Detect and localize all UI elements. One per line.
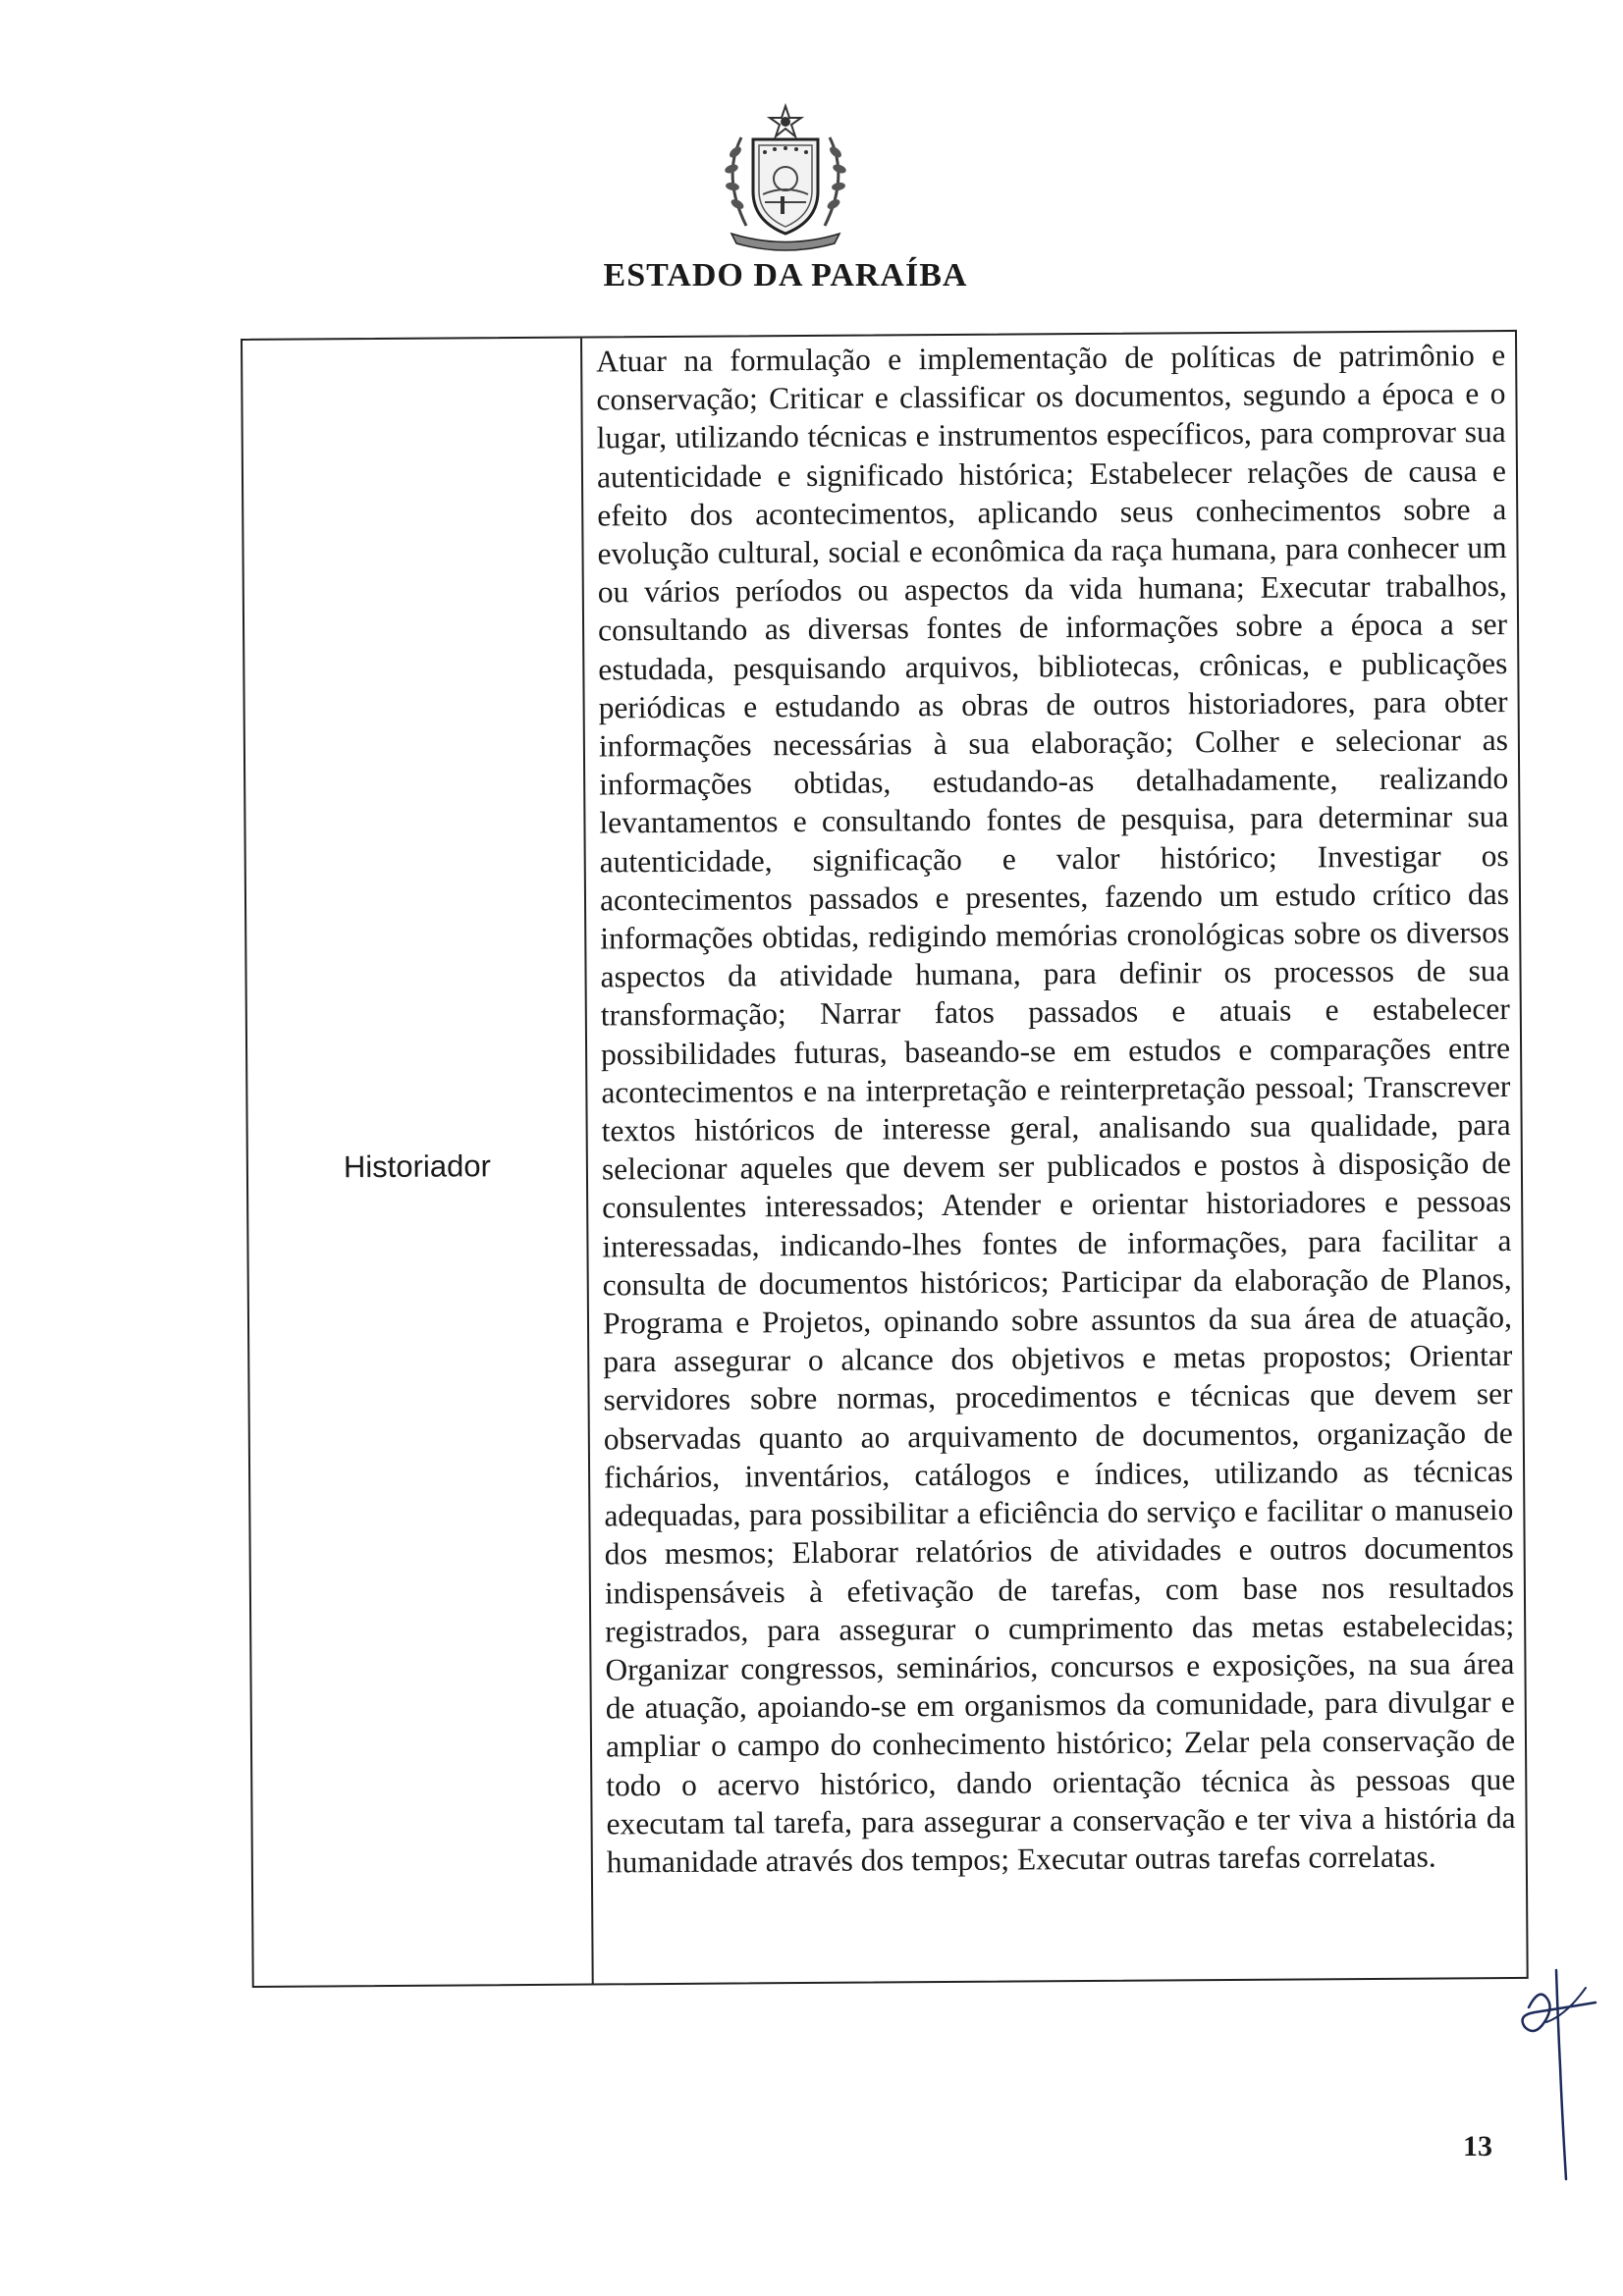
role-description: Atuar na formulação e implementação de políticas de patrimônio e conservação; Criticar e classificar os documentos, segundo a época e o lugar, utilizando técnicas e instrumentos específicos, para comprovar sua autenticidade e significado histórica; Estabelecer relações de causa e efeito dos acontecimentos, aplicando seus conhecimentos sobre a evolução cultural, social e econômica da raça humana, para conhecer um ou vários períodos ou aspectos da vida humana; Executar trabalhos, consultando as diversas fontes de informações sobre a época a ser estudada, pesquisando arquivos, bibliotecas, crônicas, e publicações periódicas e estudando as obras de outros historiadores, para obter informações necessárias à sua elaboração; Colher e selecionar as informações obtidas, estudando-as detalhadamente, realizando levantamentos e consultando fontes de pesquisa, para determinar sua autenticidade, significação e valor histórico; Investigar os acontecimentos passados e presentes, fazendo um estudo crítico das informações obtidas, redigindo memórias cronológicas sobre os diversos aspectos da atividade humana, para definir os processos de sua transformação; Narrar fatos passados e atuais e estabelecer possibilidades futuras, baseando-se em estudos e comparações entre acontecimentos e na interpretação e reinterpretação pessoal; Transcrever textos históricos de interesse geral, analisando sua qualidade, para selecionar aqueles que devem ser publicados e postos à disposição de consulentes interessados; Atender e orientar historiadores e pessoas interessadas, indicando-lhes fontes de informações, para facilitar a consulta de documentos históricos; Participar da elaboração de Planos, Programa e Projetos, opinando sobre assuntos da sua área de atuação, para assegurar o alcance dos objetivos e metas propostos; Orientar servidores sobre normas, procedimentos e técnicas que devem ser observadas quanto ao arquivamento de documentos, organização de fichários, inventários, catálogos e índices, utilizando as técnicas adequadas, para possibilitar a eficiência do serviço e facilitar o manuseio dos mesmos; Elaborar relatórios de atividades e outros documentos indispensáveis à efetivação de tarefas, com base nos resultados registrados, para assegurar o cumprimento das metas estabelecidas; Organizar congressos, seminários, concursos e exposições, na sua área de atuação, apoiando-se em organismos da comunidade, para divulgar e ampliar o campo do conhecimento histórico; Zelar pela conservação de todo o acervo histórico, dando orientação técnica às pessoas que executam tal tarefa, para assegurar a conservação e ter viva a história da humanidade através dos tempos; Executar outras tarefas correlatas. bbox=[596, 338, 1516, 1880]
handwritten-signature-icon bbox=[1517, 1968, 1605, 2184]
page-title: ESTADO DA PARAÍBA bbox=[603, 257, 968, 294]
role-name-cell bbox=[243, 339, 594, 1986]
role-table bbox=[241, 330, 1529, 1988]
coat-of-arms-icon bbox=[702, 98, 869, 255]
role-description-cell bbox=[582, 332, 1531, 1984]
page-number: 13 bbox=[1463, 2130, 1492, 2163]
role-name: Historiador bbox=[343, 1148, 491, 1185]
